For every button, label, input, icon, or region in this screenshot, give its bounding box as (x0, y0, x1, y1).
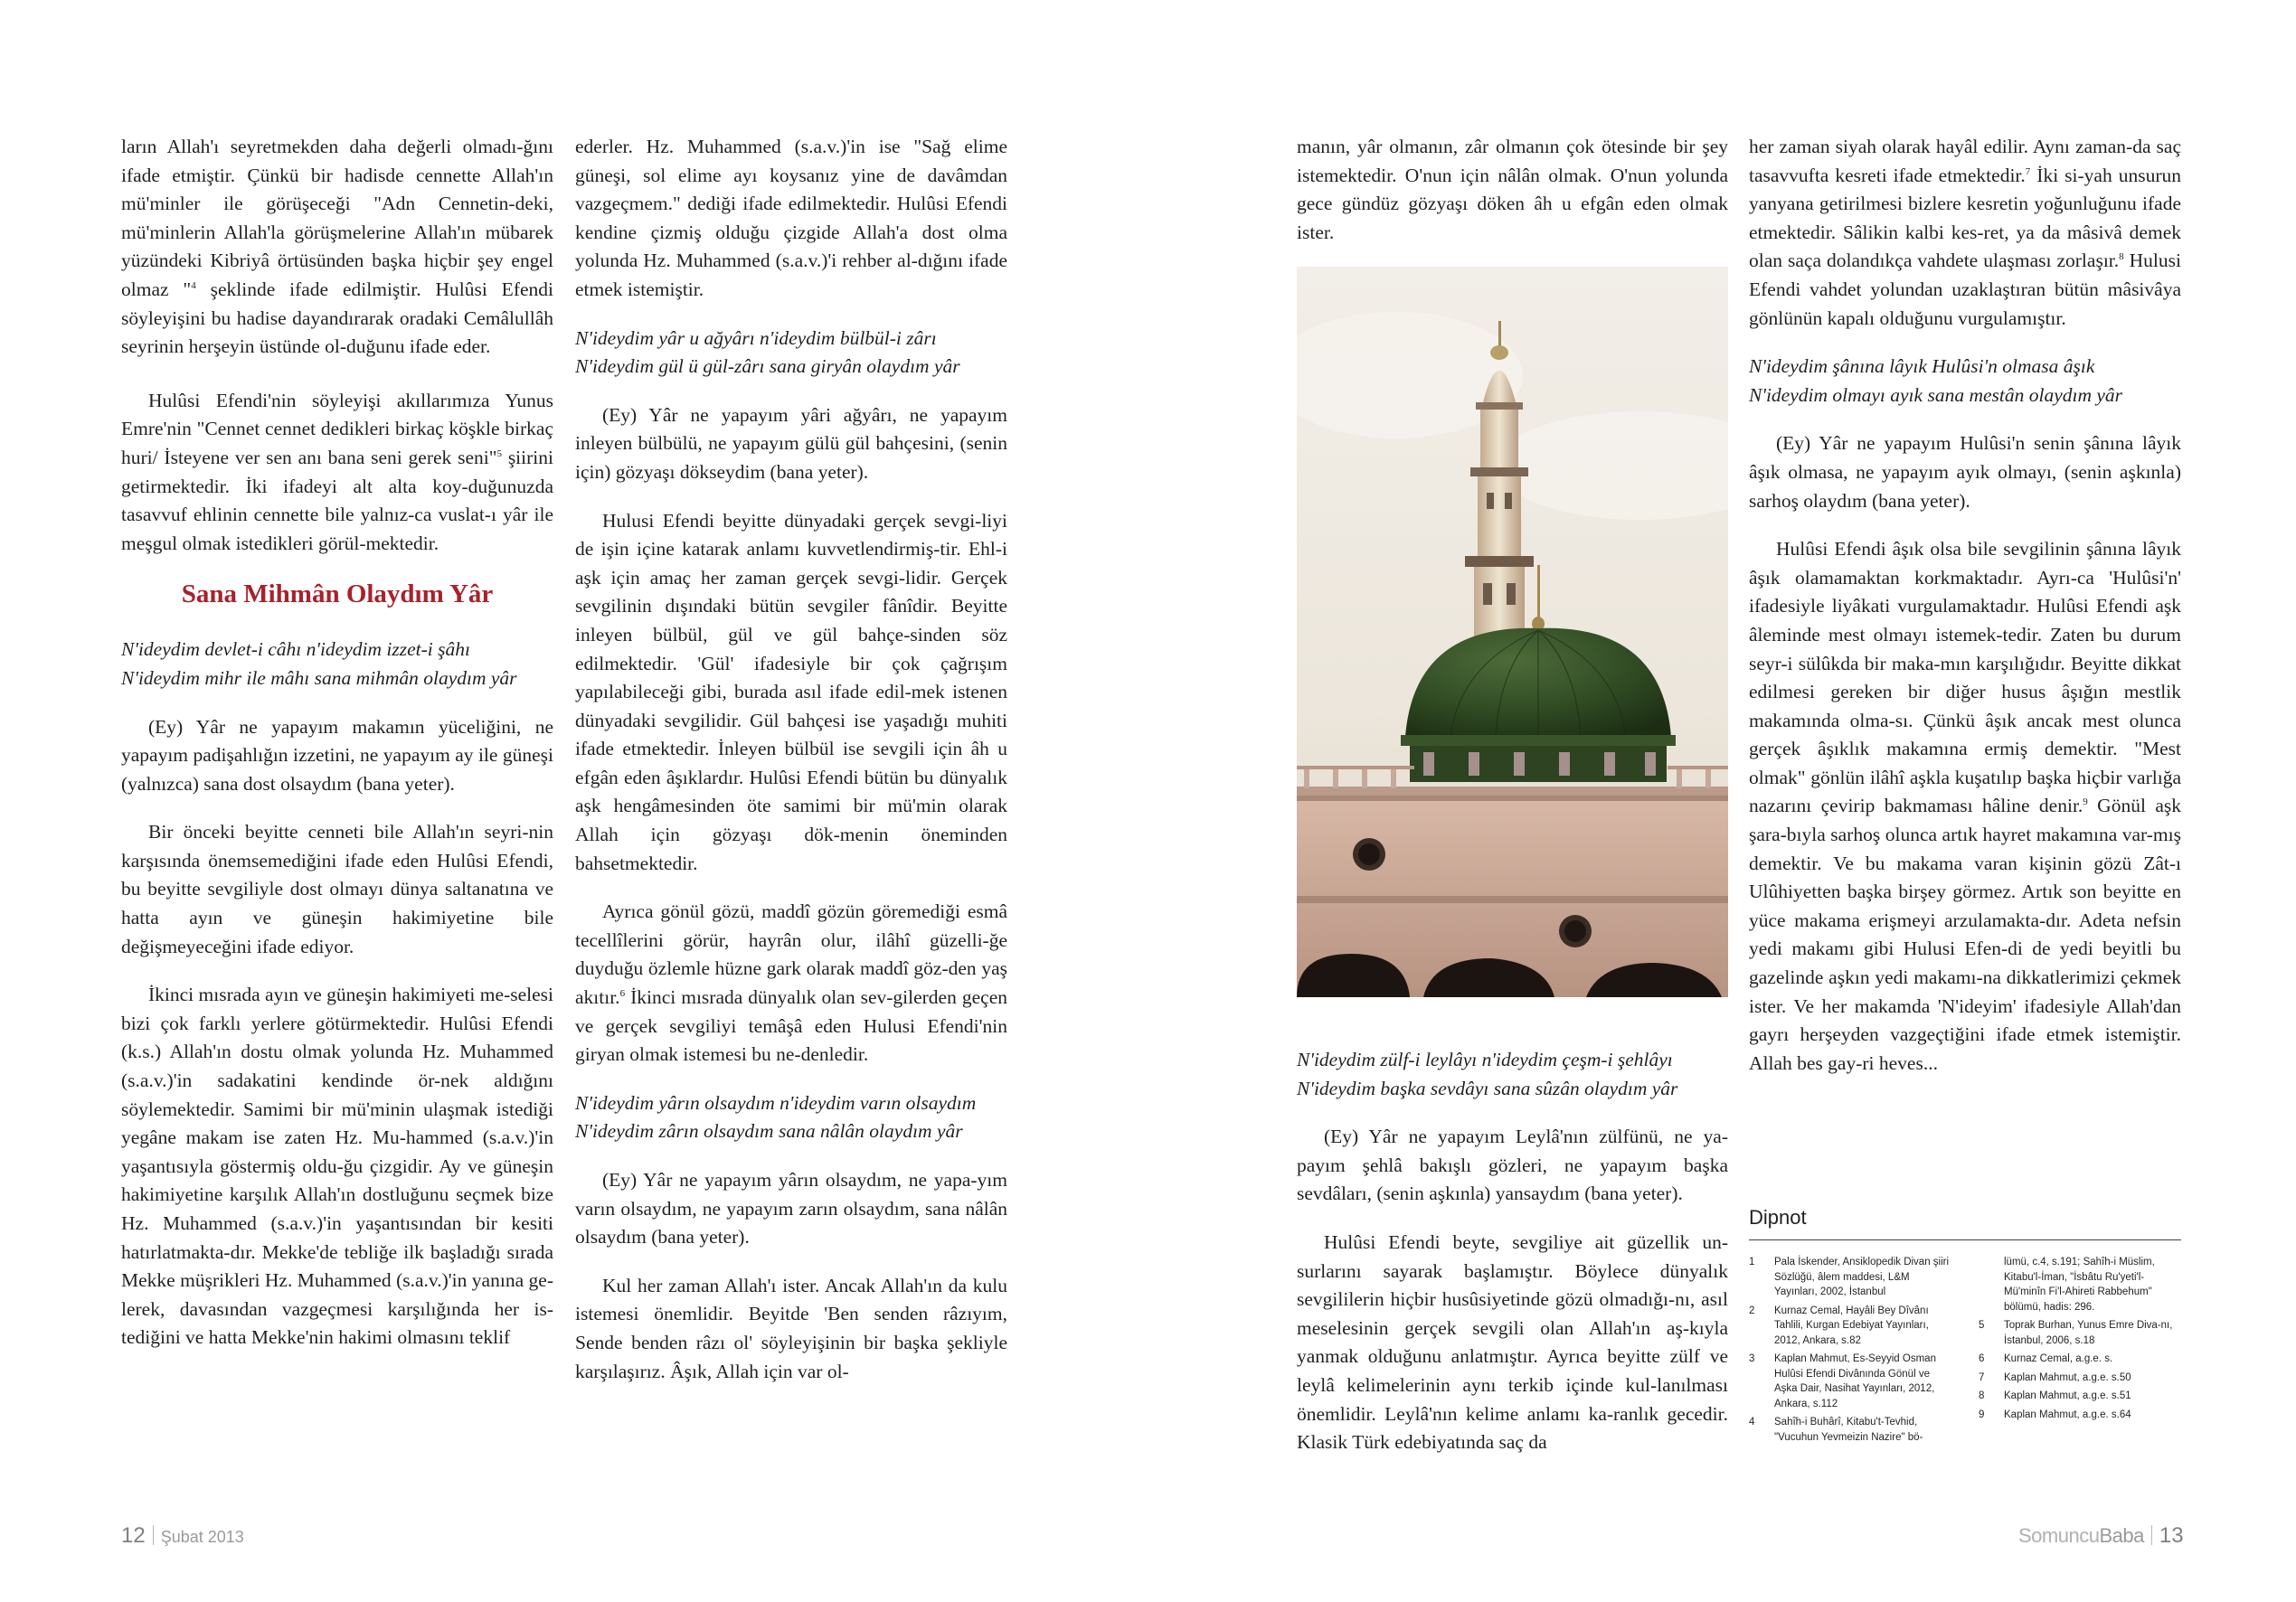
footnote-text: Kaplan Mahmut, a.g.e. s.64 (2004, 1409, 2131, 1420)
footer-divider (153, 1525, 154, 1545)
paragraph: (Ey) Yâr ne yapayım yâri ağyârı, ne yapayım inleyen bülbülü, ne yapayım gülü gül bahçesini, (senin için) gözyaşı dökseydim (bana yeter). (575, 403, 1007, 483)
footnote-text: lümü, c.4, s.191; Sahîh-i Müslim, Kitabu'l-İman, "İsbâtu Ru'yeti'l-Mü'minîn Fi'l-Ahireti Rabbehum" bölümü, hadis: 296. (2004, 1257, 2155, 1313)
footnotes-title: Dipnot (1749, 1206, 1807, 1229)
footnote-text: Kaplan Mahmut, Es-Seyyid Osman Hulûsi Efendi Divânında Gönül ve Aşka Dair, Nasihat Yayınları, 2012, Ankara, s.112 (1774, 1353, 1936, 1409)
footnotes-column-b (1979, 1255, 2181, 1426)
footer-divider (2151, 1525, 2152, 1545)
footnote-item (1749, 1352, 1950, 1411)
footnote-item (1979, 1389, 2181, 1404)
paragraph: (Ey) Yâr ne yapayım yârın olsaydım, ne yapa-yım varın olsaydım, ne yapayım zarın olsaydım, sana nâlân olsaydım (bana yeter). (575, 1169, 1007, 1249)
footnote-item (1979, 1318, 2181, 1348)
footnote-number: 7 (1979, 1371, 1985, 1383)
column-2 (575, 133, 1007, 1386)
paragraph: (Ey) Yâr ne yapayım Leylâ'nın zülfünü, ne ya-payım şehlâ bakışlı gözleri, ne yapayım başka sevdâları, (senin aşkınla) yansaydım (bana yeter). (1297, 1126, 1728, 1205)
footer-right (2018, 1523, 2184, 1549)
brand-logo: SomuncuBaba (2018, 1524, 2144, 1547)
paragraph: Hulûsi Efendi'nin söyleyişi akıllarımıza Yunus Emre'nin "Cennet cennet dedikleri birkaç köşkle birkaç huri/ İsteyene ver sen anı bana seni gerek seni"$^5$ şiirini getirmektedir. İki ifadeyi alt alta koy-duğunuzda tasavvuf ehlinin cennette bile yalnız-ca vuslat-ı yâr ile meşgul olmak istedikleri görül-mektedir. (121, 389, 553, 554)
footnote-number: 3 (1749, 1353, 1755, 1364)
paragraph: ederler. Hz. Muhammed (s.a.v.)'in ise "Sağ elime güneşi, sol elime ayı koysanız yine de davâmdan vazgeçmem." dediği ifade edilmektedir. Hulûsi Efendi kendine çizmiş olduğu çizgide Allah'a dost olma yolunda Hz. Muhammed (s.a.v.)'i rehber al-dığını ifade etmek istemiştir. (575, 136, 1007, 300)
footnote-item (1979, 1371, 2181, 1386)
footnote-number: 4 (1749, 1417, 1755, 1428)
footnote-item (1979, 1255, 2181, 1315)
footnote-item (1749, 1255, 1950, 1300)
footnote-number: 5 (1979, 1320, 1985, 1331)
page-number: 13 (2159, 1523, 2184, 1548)
footnote-item (1979, 1352, 2181, 1367)
footnote-text: Kurnaz Cemal, Hayâli Bey Dîvânı Tahlili, Kurgan Edebiyat Yayınları, 2012, Ankara, s.82 (1774, 1305, 1929, 1346)
verse: N'ideydim yârın olsaydım n'ideydim varın olsaydım N'ideydim zârın olsaydım sana nâlân olaydım yâr (575, 1091, 977, 1143)
paragraph: İkinci mısrada ayın ve güneşin hakimiyeti me-selesi bizi çok farklı yerlere götürmektedir. Hulûsi Efendi (k.s.) Allah'ın dostu olmak yolunda Hz. Muhammed (s.a.v.)'in sadakatini kendinde ör-nek aldığını söylemektedir. Samimi bir mü'minin ulaşmak istediği yegâne makam ise zaten Hz. Mu-hammed (s.a.v.)'in yaşantısıyla göstermiş oldu-ğu çizgidir. Ay ve güneşin hakimiyetine karşılık Allah'ın dostluğunu seçmek bize Hz. Muhammed (s.a.v.)'in yaşantısından bir kesiti hatırlatmakta-dır. Mekke'de tebliğe ilk başladığı sırada Mekke müşrikleri Hz. Muhammed (s.a.v.)'in yanına ge-lerek, davasından vazgeçmesi karşılığında her is-tediğini ve hatta Mekke'nin hakimi olmasını teklif (121, 984, 553, 1349)
footnote-number: 2 (1749, 1305, 1755, 1316)
footnotes-column-a (1749, 1255, 1950, 1448)
footer-left (121, 1523, 244, 1549)
verse: N'ideydim zülf-i leylâyı n'ideydim çeşm-i şehlâyı N'ideydim başka sevdâyı sana sûzân olaydım yâr (1297, 1049, 1678, 1099)
paragraph: Hulusi Efendi beyitte dünyadaki gerçek sevgi-liyi de işin içine katarak anlamı kuvvetlendirmiş-tir. Ehl-i aşk için amaç her zaman gerçek sevgi-lidir. Gerçek sevgilinin dışındaki bütün sevgiler fânîdir. Beyitte inleyen bülbül, gül ve gül bahçe-sinden söz edilmektedir. 'Gül' ifadesiyle bir çok çağrışım yapılabileceği gibi, burada asıl ifade edil-mek istenen dünyadaki sevgilidir. Gül bahçesi ise yaşadığı muhiti ifade etmektedir. İnleyen bülbül ise sevgili için âh u efgân eden âşıklardır. Hulûsi Efendi bütün bu dünyalık aşk hengâmesinden öte samimi bir mü'min olarak Allah için gözyaşı dök-menin öneminden bahsetmektedir. (575, 509, 1007, 874)
footnote-text: Pala İskender, Ansiklopedik Divan şiiri Sözlüğü, âlem maddesi, L&M Yayınları, 2002, İstanbul (1774, 1257, 1950, 1297)
footnote-item (1979, 1408, 2181, 1423)
section-heading: Sana Mihmân Olaydım Yâr (181, 580, 494, 609)
paragraph: (Ey) Yâr ne yapayım makamın yüceliğini, ne yapayım padişahlığın izzetini, ne yapayım ay ile güneşi (yalnızca) sana dost olsaydım (bana yeter). (121, 715, 553, 795)
paragraph: her zaman siyah olarak hayâl edilir. Aynı zaman-da saç tasavvufta kesreti ifade etmektedir.$^7$ İki si-yah unsurun yanyana getirilmesi bizlere kesretin yoğunluğunu ifade etmektedir. Sâlikin kalbi kes-ret, ya da mâsivâ demek olan saça dolandıkça vahdete ulaşması zorlaşır.$^8$ Hulusi Efendi vahdet yolundan uzaklaştıran bütün mâsivâya gönlünün kapalı olduğunu vurgulamıştır. (1749, 136, 2182, 329)
footnote-number: 6 (1979, 1353, 1985, 1364)
verse: N'ideydim yâr u ağyârı n'ideydim bülbül-i zârı N'ideydim gül ü gül-zârı sana giryân olaydım yâr (575, 326, 960, 378)
page-number: 12 (121, 1523, 146, 1548)
paragraph: manın, yâr olmanın, zâr olmanın çok ötesinde bir şey istemektedir. O'nun için nâlân olmak. O'nun yolunda gece gündüz gözyaşı döken âh u efgân eden olmak ister. (1297, 136, 1728, 243)
column-3-bottom (1297, 1046, 1728, 1457)
footnote-text: Sahîh-i Buhârî, Kitabu't-Tevhid, "Vucuhun Yevmeizin Nazire" bö- (1774, 1417, 1923, 1443)
column-3-top (1297, 133, 1728, 247)
footnote-text: Kurnaz Cemal, a.g.e. s. (2004, 1353, 2113, 1364)
footnote-text: Kaplan Mahmut, a.g.e. s.51 (2004, 1390, 2131, 1401)
footnote-text: Kaplan Mahmut, a.g.e. s.50 (2004, 1371, 2131, 1383)
footnote-item (1749, 1415, 1950, 1445)
paragraph: Hulûsi Efendi âşık olsa bile sevgilinin şânına lâyık âşık olamamaktan korkmaktadır. Ayrı-ca 'Hulûsi'n' ifadesiyle liyâkati vurgulamaktadır. Hulûsi Efendi aşk âleminde mest olmayı istemek-tedir. Zaten bu durum seyr-i sülûkda bir maka-mın karşılığıdır. Beyitte dikkat edilmesi gereken bir diğer husus âşığın mestlik makamında olma-sı. Çünkü âşık ancak mest olunca gerçek âşıklık makamına ermiş demektir. "Mest olmak" gönlün ilâhî aşkla kuşatılıp başka hiçbir varlığa nazarını çevirip bakmaması hâline denir.$^9$ Gönül aşk şara-bıyla sarhoş olunca artık hayret makamına var-mış demektir. Ve bu makama varan kişinin gözü Zât-ı Ulûhiyetten başka birşey görmez. Artık son beyitte en yüce makama erişmeyi arzulamakta-dır. Adeta nefsin yedi makamı gibi Hulusi Efen-di de yedi beyitli bu gazelinde aşkın yedi makamı-na dikkatlerimizi çekmek ister. Ve her makamda 'N'ideyim' ifadesiyle Allah'dan gayrı herşeyden vazgeçtiğini ifade etmek istemiştir. Allah bes gay-ri heves... (1749, 538, 2181, 1074)
column-4 (1749, 133, 2181, 1078)
mosque-photo (1297, 267, 1728, 997)
footnote-number: 1 (1749, 1257, 1755, 1267)
verse: N'ideydim şânına lâyık Hulûsi'n olmasa âşık N'ideydim olmayı ayık sana mestân olaydım yâr (1749, 355, 2123, 406)
paragraph: ların Allah'ı seyretmekden daha değerli olmadı-ğını ifade etmiştir. Çünkü bir hadisde cennette Allah'ın mü'minler ile görüşeceği "Adn Cennetin-deki, mü'minlerin Allah'la görüşmelerine Allah'ın mübarek yüzündeki Kibriyâ örtüsünden başka hiçbir şey engel olmaz "$^4$ şeklinde ifade edilmiştir. Hulûsi Efendi söyleyişini bu hadise dayandırarak oradaki Cemâlullâh seyrinin herşeyin üstünde ol-duğunu ifade eder. (121, 136, 553, 358)
verse: N'ideydim devlet-i câhı n'ideydim izzet-i şâhı N'ideydim mihr ile mâhı sana mihmân olaydım yâr (121, 638, 517, 689)
footnote-number: 9 (1979, 1409, 1985, 1420)
footnote-number: 8 (1979, 1390, 1985, 1401)
footnotes-divider (1749, 1239, 2181, 1240)
column-1 (121, 133, 553, 1352)
footnote-item (1749, 1304, 1950, 1349)
paragraph: (Ey) Yâr ne yapayım Hulûsi'n senin şânına lâyık âşık olmasa, ne yapayım ayık olmayı, (senin aşkınla) sarhoş olaydım (bana yeter). (1749, 432, 2181, 512)
footnote-number (1979, 1255, 2004, 1315)
paragraph: Bir önceki beyitte cenneti bile Allah'ın seyri-nin karşısında önemsemediğini ifade eden Hulûsi Efendi, bu beyitte sevgiliyle dost olmayı dünya saltanatına ve hatta ayın ve güneşin hakimiyetine bile değişmeyeceğini ifade ediyor. (121, 821, 553, 957)
issue-date: Şubat 2013 (160, 1528, 244, 1546)
paragraph: Kul her zaman Allah'ı ister. Ancak Allah'ın da kulu istemesi önemlidir. Beyitde 'Ben senden râzıyım, Sende benden râzı ol' söyleyişinin bir başka şekliyle karşılaşırız. Âşık, Allah için var ol- (575, 1274, 1007, 1382)
paragraph: Ayrıca gönül gözü, maddî gözün göremediği esmâ tecellîlerini görür, hayrân olur, ilâhî güzelli-ğe duyduğu özlemle hüzne gark olarak maddî göz-den yaş akıtır.$^6$ İkinci mısrada dünyalık olan sev-gilerden geçen ve gerçek sevgiliyi temâşâ eden Hulusi Efendi'nin giryan olmak istemesi bu ne-denledir. (575, 900, 1007, 1066)
footnote-text: Toprak Burhan, Yunus Emre Diva-nı, İstanbul, 2006, s.18 (2004, 1320, 2173, 1346)
paragraph: Hulûsi Efendi beyte, sevgiliye ait güzellik un-surlarını sayarak başlamıştır. Böylece dünyalık sevgililerin hiçbir husûsiyetinde gözü olmadığı-nı, asıl meselesinin gerçek sevgili olan Allah'ın aş-kıyla yanmak olduğunu anlatmıştır. Ayrıca beyitte zülf ve leylâ kelimelerinin aynı terkib içinde kul-lanılması önemlidir. Leylâ'nın kelime anlamı ka-ranlık gecedir. Klasik Türk edebiyatında saç da (1297, 1230, 1728, 1454)
